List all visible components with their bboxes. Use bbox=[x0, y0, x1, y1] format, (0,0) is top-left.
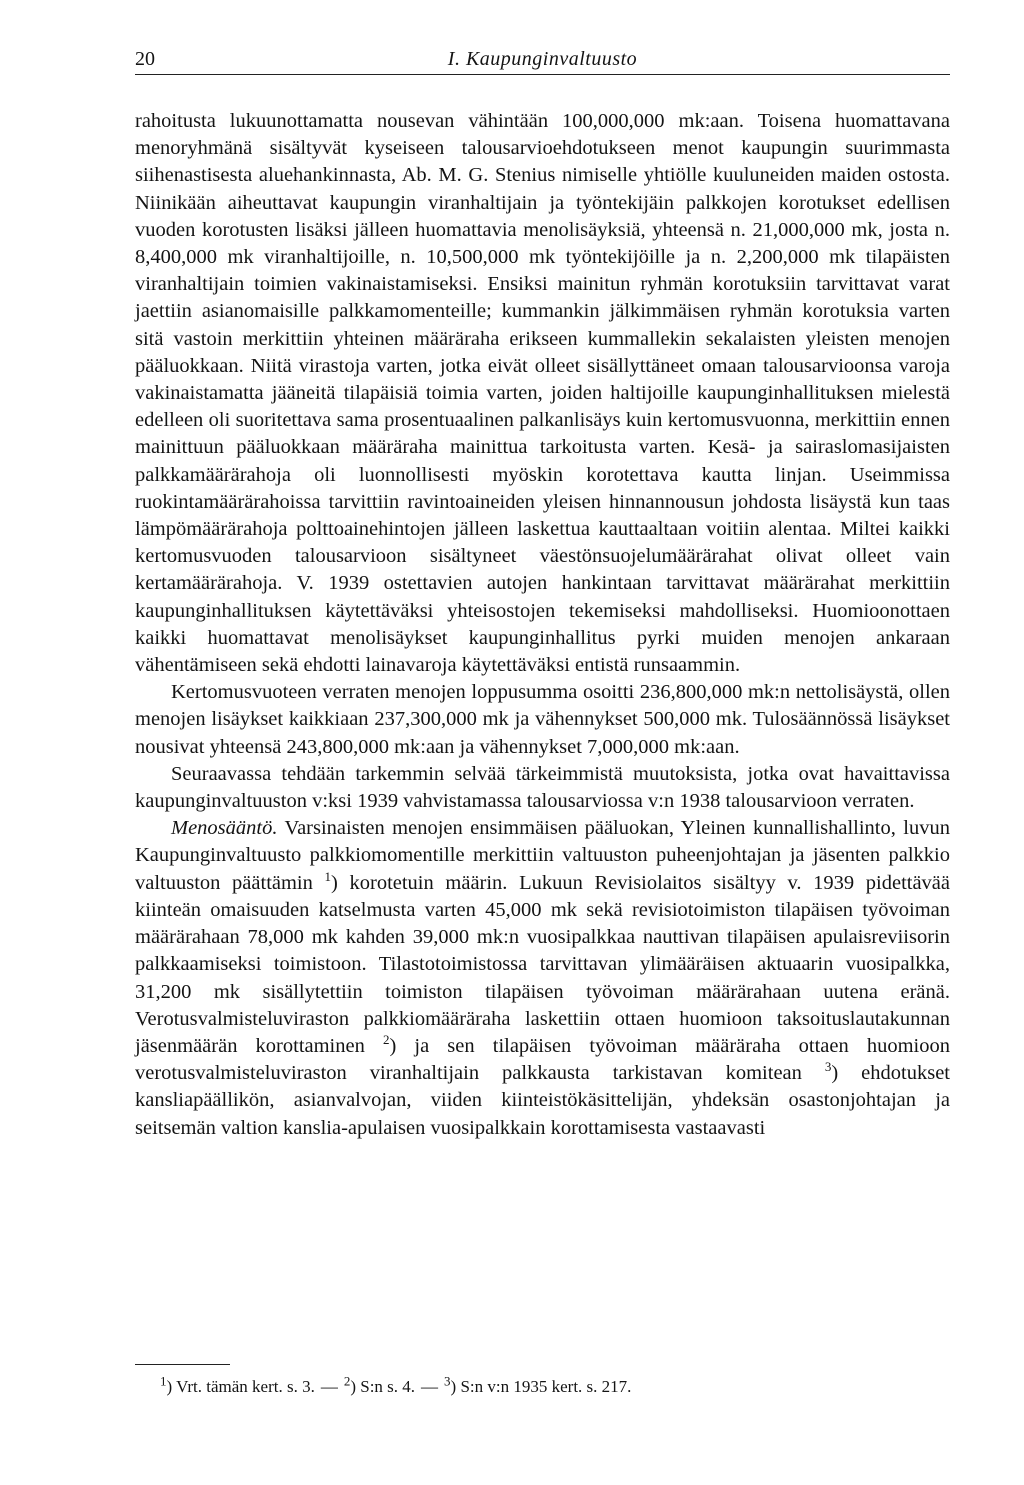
section-title: Menosääntö. bbox=[171, 817, 278, 840]
footnote bbox=[444, 1373, 632, 1396]
footnote-separator: — bbox=[421, 1377, 439, 1396]
body-text bbox=[135, 108, 950, 1142]
header-rule bbox=[135, 74, 950, 75]
page-number: 20 bbox=[135, 48, 155, 70]
header-title: I. Kaupunginvaltuusto bbox=[447, 48, 638, 70]
footnote-rule bbox=[135, 1364, 230, 1365]
paragraph-text: ) ehdotukset kansliapäällikön, asianvalvojan, viiden kiinteistökäsittelijän, yhdeksän osastonjohtajan ja seitsemän valtion kanslia-apulaisen vuosipalkkain korottamisesta vastaavasti bbox=[135, 1062, 950, 1139]
footnote-text: ) S:n v:n 1935 kert. s. 217. bbox=[450, 1377, 632, 1396]
page bbox=[135, 40, 950, 1142]
paragraph-text: ) ja sen tilapäisen työvoiman määräraha ottaen huomioon verotusvalmisteluviraston viranhaltijain palkkausta tarkistavan komitean bbox=[135, 1034, 950, 1085]
running-head bbox=[135, 40, 950, 74]
footnote-ref: 1 bbox=[324, 868, 332, 884]
footnote-separator: — bbox=[320, 1377, 338, 1396]
paragraph bbox=[135, 815, 950, 1141]
paragraph-text: ) korotetuin määrin. Lukuun Revisiolaitos sisältyy v. 1939 pidettävää kiinteän omaisuuden katselmusta varten 45,000 mk sekä revisiotoimiston tilapäisen työvoiman määrärahaan 78,000 mk kahden 39,000 mk:n vuosipalkkaa nauttivan tilapäisen apulaisreviisorin palkkaamiseksi toimistoon. Tilastotoimistossa tarvittavan ylimääräisen aktuaarin vuosipalkka, 31,200 mk sisällytettiin toimiston tilapäisen työvoiman määrärahaan uutena eränä. Verotusvalmisteluviraston palkkiomääräraha laskettiin ottaen huomioon taksoituslautakunnan jäsenmäärän korottaminen bbox=[135, 871, 951, 1057]
footnote-ref: 3 bbox=[824, 1059, 832, 1075]
footnote-mark: 1 bbox=[160, 1373, 167, 1389]
footnote-mark: 3 bbox=[444, 1373, 451, 1389]
footnote-text: ) S:n s. 4. bbox=[350, 1377, 416, 1396]
paragraph: Seuraavassa tehdään tarkemmin selvää tärkeimmistä muutoksista, jotka ovat havaittavissa kaupunginvaltuuston v:ksi 1939 vahvistamassa talousarviossa v:n 1938 talousarvioon verraten. bbox=[135, 762, 950, 813]
paragraph-text: Varsinaisten menojen ensimmäisen pääluokan, Yleinen kunnallishallinto, luvun Kaupunginvaltuusto palkkiomomentille merkittiin valtuuston puheenjohtajan ja jäsenten palkkio valtuuston päättämin bbox=[135, 817, 950, 894]
footnote-text: ) Vrt. tämän kert. s. 3. bbox=[166, 1377, 315, 1396]
footnote-mark: 2 bbox=[343, 1373, 351, 1389]
footnote bbox=[160, 1373, 315, 1396]
footnote bbox=[343, 1373, 416, 1396]
paragraph: Kertomusvuoteen verraten menojen loppusumma osoitti 236,800,000 mk:n nettolisäystä, ollen menojen lisäykset kaikkiaan 237,300,000 mk ja vähennykset 500,000 mk. Tulosäännössä lisäykset nousivat yhteensä 243,800,000 mk:aan ja vähennykset 7,000,000 mk:aan. bbox=[135, 681, 950, 758]
paragraph: rahoitusta lukuunottamatta nousevan vähintään 100,000,000 mk:aan. Toisena huomattavana menoryhmänä sisältyvät kyseiseen talousarvioehdotukseen menot kaupungin suurimmasta siihenastisesta aluehankinnasta, Ab. M. G. Stenius nimiselle yhtiölle kuuluneiden maiden ostosta. Niinikään aiheuttavat kaupungin viranhaltijain ja työntekijäin palkkojen korotukset edellisen vuoden korotusten lisäksi jälleen huomattavia menolisäyksiä, yhteensä n. 21,000,000 mk, josta n. 8,400,000 mk viranhaltijoille, n. 10,500,000 mk työntekijöille ja n. 2,200,000 mk tilapäisten viranhaltijain toimien vakinaistamiseksi. Ensiksi mainitun ryhmän korotuksiin tarvittavat varat jaettiin asianomaisille palkkamomenteille; kummankin jälkimmäisen ryhmän korotuksia varten sitä vastoin merkittiin yhteinen määräraha erikseen kummallekin sekalaisten yleisten menojen pääluokkaan. Niitä virastoja varten, jotka eivät olleet sisällyttäneet omaan talousarvioonsa varoja vakinaistamatta jääneitä tilapäisiä toimia varten, joiden haltijoille kaupunginhallituksen mielestä edelleen oli suoritettava sama prosentuaalinen palkanlisäys kuin kertomusvuonna, merkittiin ennen mainittuun pääluokkaan määräraha mainittua tarkoitusta varten. Kesä- ja sairaslomasijaisten palkkamäärärahoja oli luonnollisesti myöskin korotettava kautta linjan. Useimmissa ruokintamäärärahoissa tarvittiin ravintoaineiden yleisen hinnannousun johdosta lisäystä kun taas lämpömäärärahoja polttoainehintojen jälleen laskettua kauttaaltaan voitiin alentaa. Miltei kaikki kertomusvuoden talousarvioon sisältyneet väestönsuojelumäärärahat olivat olleet vain kertamäärärahoja. V. 1939 ostettavien autojen hankintaan tarvittavat määrärahat merkittiin kaupunginhallituksen käytettäväksi yhteisostojen tekemiseksi mahdolliseksi. Huomioonottaen kaikki huomattavat menolisäykset kaupunginhallitus pyrki muiden menojen ankaraan vähentämiseen sekä ehdotti lainavaroja käytettäväksi entistä runsaammin. bbox=[135, 110, 950, 677]
footnote-ref: 2 bbox=[382, 1032, 390, 1048]
footnotes bbox=[160, 1373, 950, 1398]
